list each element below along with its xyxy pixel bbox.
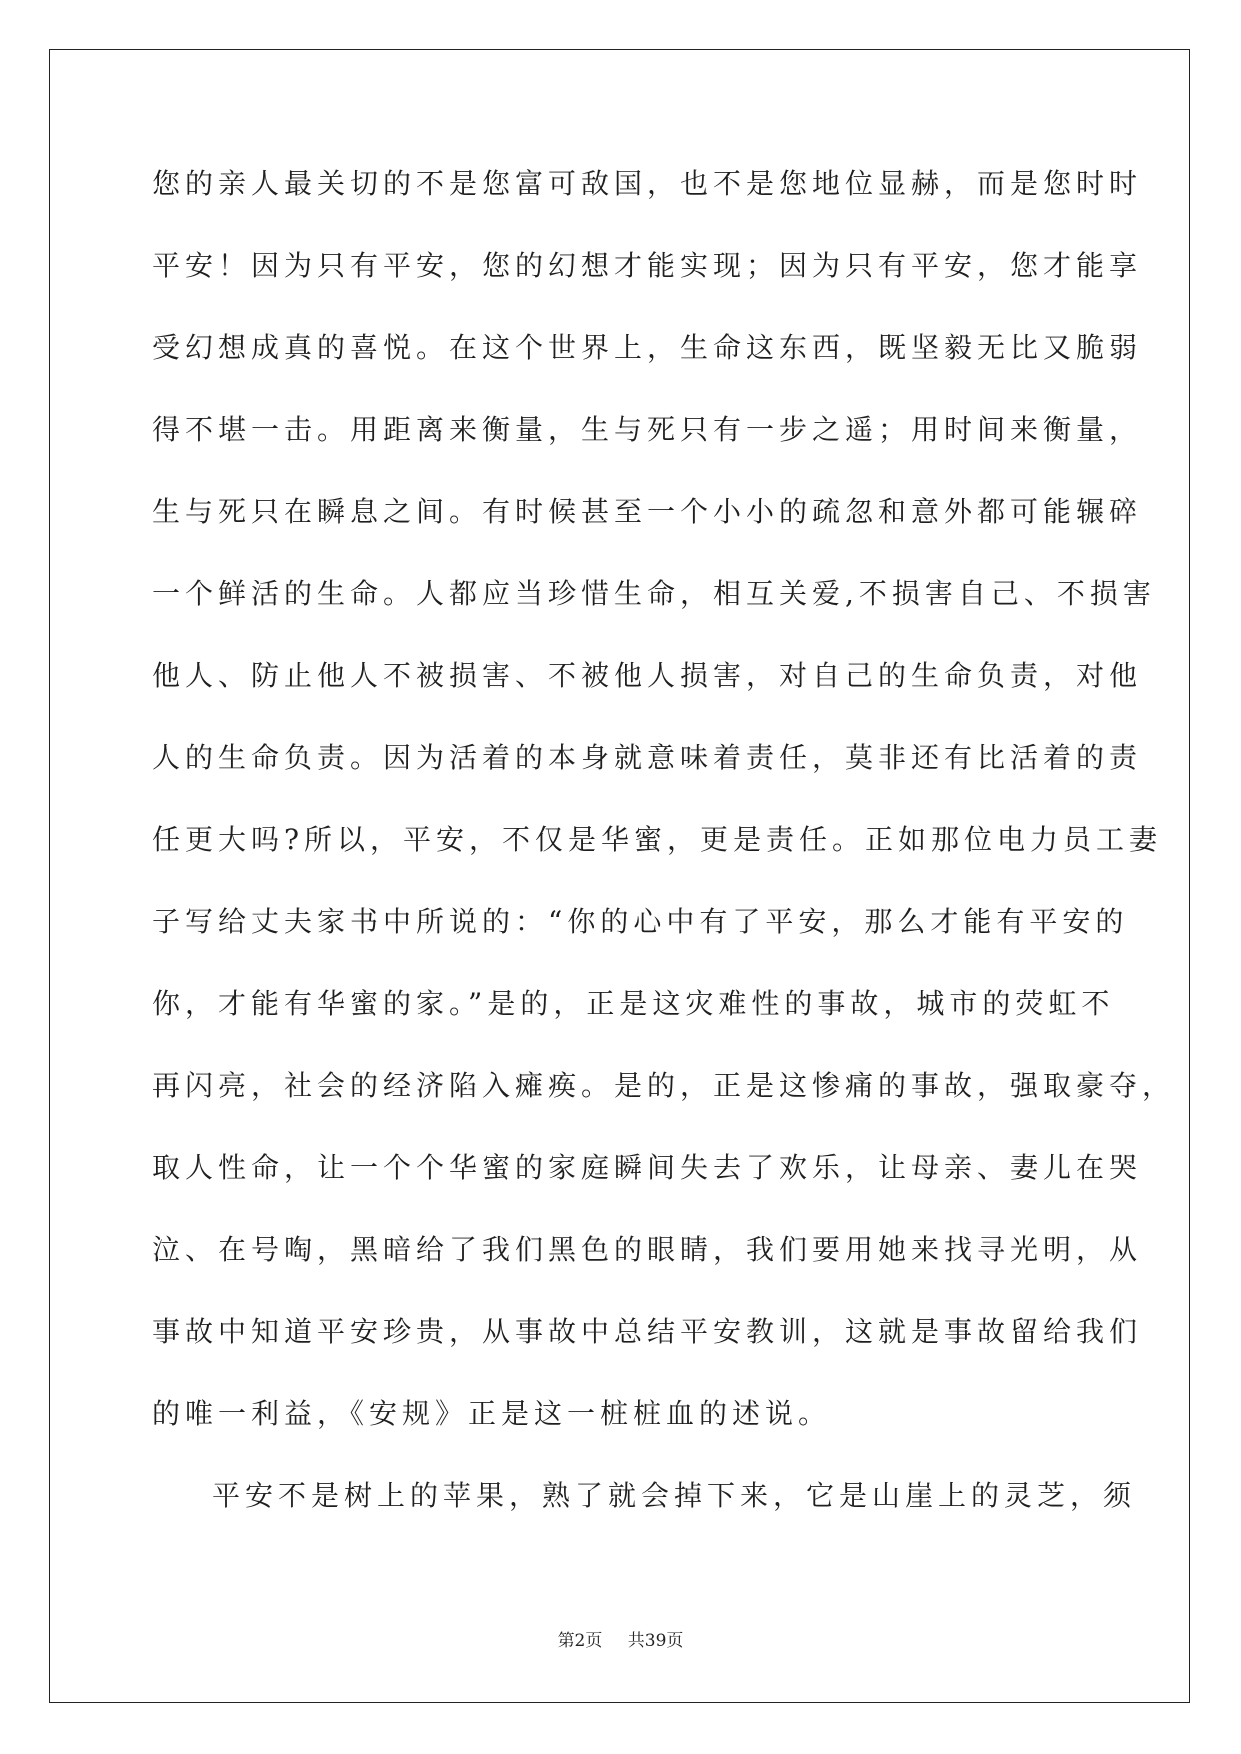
text-line: 取人性命，让一个个华蜜的家庭瞬间失去了欢乐，让母亲、妻儿在哭 [152,1151,1143,1184]
text-line: 的唯一利益，《安规》正是这一桩桩血的述说。 [152,1397,832,1430]
text-line: 你，才能有华蜜的家。”是的，正是这灾难性的事故，城市的荧虹不 [152,987,1115,1020]
document-body [152,160,1176,1554]
text-line: 事故中知道平安珍贵，从事故中总结平安教训，这就是事故留给我们 [152,1315,1143,1348]
text-line: 他人、防止他人不被损害、不被他人损害，对自己的生命负责，对他 [152,659,1143,692]
page-footer [0,1626,1241,1651]
text-line: 得不堪一击。用距离来衡量，生与死只有一步之遥；用时间来衡量， [152,413,1143,446]
text-line: 子写给丈夫家书中所说的：“你的心中有了平安，那么才能有平安的 [152,905,1129,938]
text-line: 您的亲人最关切的不是您富可敌国，也不是您地位显赫，而是您时时 [152,167,1143,200]
page-total: 共39页 [627,1631,684,1651]
text-line: 人的生命负责。因为活着的本身就意味着责任，莫非还有比活着的责 [152,741,1143,774]
text-line: 任更大吗?所以，平安，不仅是华蜜，更是责任。正如那位电力员工妻 [152,823,1163,856]
text-line: 再闪亮，社会的经济陷入瘫痪。是的，正是这惨痛的事故，强取豪夺， [152,1069,1176,1102]
text-line: 泣、在号啕，黑暗给了我们黑色的眼睛，我们要用她来找寻光明，从 [152,1233,1143,1266]
paragraph-start-line: 平安不是树上的苹果，熟了就会掉下来，它是山崖上的灵芝，须 [212,1479,1137,1512]
page-number: 第2页 [557,1631,603,1651]
text-line: 平安！因为只有平安，您的幻想才能实现；因为只有平安，您才能享 [152,249,1143,282]
text-line: 一个鲜活的生命。人都应当珍惜生命，相互关爱,不损害自己、不损害 [152,577,1156,610]
text-line: 受幻想成真的喜悦。在这个世界上，生命这东西，既坚毅无比又脆弱 [152,331,1143,364]
text-line: 生与死只在瞬息之间。有时候甚至一个小小的疏忽和意外都可能辗碎 [152,495,1143,528]
